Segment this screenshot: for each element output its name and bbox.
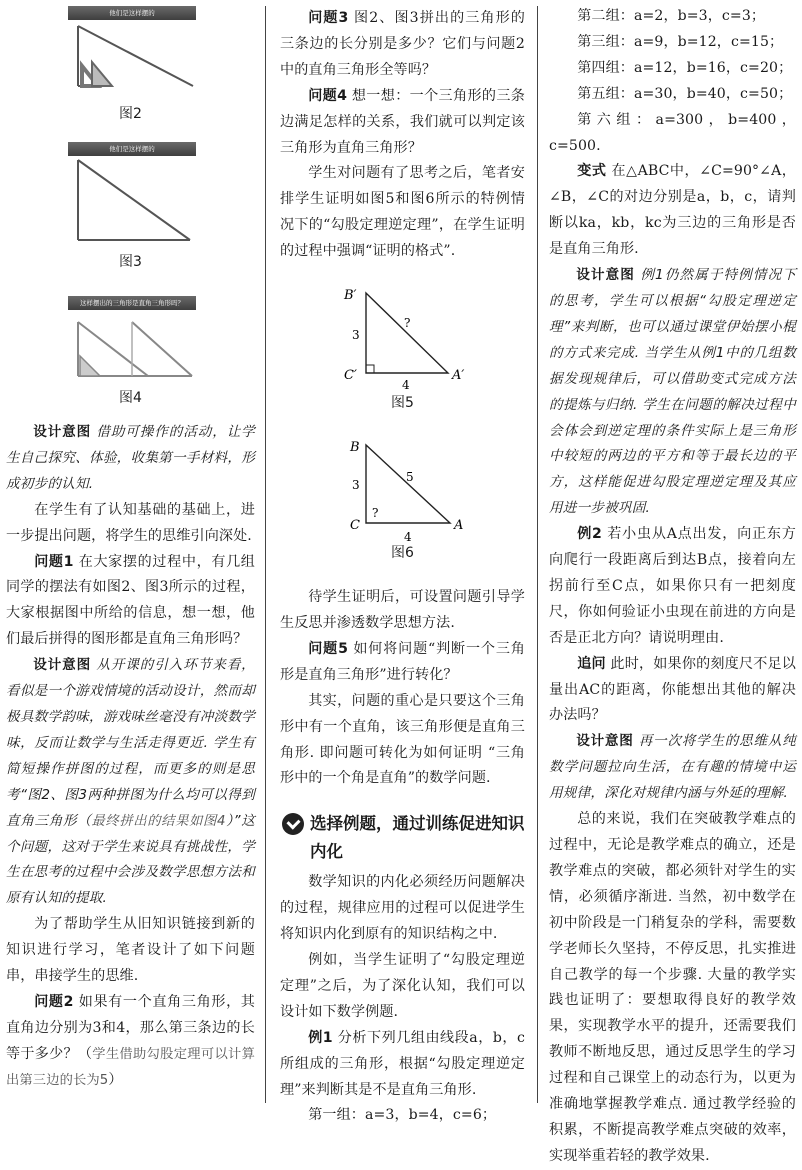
column-3	[549, 0, 797, 1164]
paragraph-question-chain: 为了帮助学生从旧知识链接到新的知识进行学习，笔者设计了如下问题串，串接学生的思维.	[6, 916, 255, 985]
example-2: 例2 若小虫从A点出发，向正东方向爬行一段距离后到达B点，接着向左拐前行至C点，如果你只有一把刻度尺，你如何验证小虫现在前进的方向是否是正北方向？请说明理由.	[549, 526, 796, 646]
figure-2-banner: 他们是这样摆的	[68, 6, 196, 20]
figure-6	[280, 431, 525, 571]
question-1: 问题1 在大家摆的过程中，有几组同学的摆法有如图2、图3所示的过程，大家根据图中所给的信息，想一想，他们最后拼得的图形都是直角三角形吗？	[6, 553, 255, 648]
group-6: 第六组：a=300，b=400，c=500.	[549, 111, 796, 154]
figure-3-sticks	[68, 142, 196, 248]
question-4: 问题4 想一想：一个三角形的三条边满足怎样的关系，我们就可以判定该三角形为直角三角形？	[280, 87, 525, 156]
figure-6-vertex-a: A	[454, 518, 464, 534]
group-3: 第三组：a=9，b=12，c=15；	[577, 33, 784, 50]
paragraph-reflect: 待学生证明后，可设置问题引导学生反思并渗透数学思想方法.	[280, 589, 525, 631]
figure-3-caption: 图3	[119, 254, 142, 270]
question-2: 问题2 如果有一个直角三角形，其直角边分别为3和4，那么第三条边的长等于多少？（学生借助勾股定理可以计算出第三边的长为5）	[6, 993, 255, 1088]
paragraph-internalize: 数学知识的内化必须经历问题解决的过程，规律应用的过程可以促进学生将知识内化到原有的知识结构之中.	[280, 874, 525, 943]
question-5: 问题5 如何将问题“判断一个三角形是直角三角形”进行转化？	[280, 640, 526, 683]
group-4: 第四组：a=12，b=16，c=20；	[577, 59, 793, 76]
column-1	[6, 0, 255, 1109]
figure-5-triangle	[280, 283, 525, 403]
paragraph-conclusion: 总的来说，我们在突破教学难点的过程中，无论是教学难点的确立，还是教学难点的突破，都必须针对学生的实情，必须循序渐进. 当然，初中数学在初中阶段是一门稍复杂的学科，需要数学老师长久坚持，不停反思，扎实推进自己教学的每一个步骤. 大量的教学实践也证明了：要想取得良好的教学效果，实现教学水平的提升，还需要我们教师不断地反思，通过反思学生的学习过程和自己课堂上的动态行为，以更为准确地掌握教学难点. 通过教学经验的积累，不断提高教学难点突破的效率，实现举重若轻的教学效果.	[549, 811, 796, 1164]
figure-5	[280, 283, 525, 423]
example-1: 例1 分析下列几组由线段a，b，c所组成的三角形，根据“勾股定理逆定理”来判断其是不是直角三角形.	[280, 1029, 525, 1098]
variant: 变式 在△ABC中，∠C=90°∠A，∠B，∠C的对边分别是a，b，c，请判断以ka，kb，kc为三边的三角形是否是直角三角形.	[549, 163, 797, 258]
paragraph-core: 其实，问题的重心是只要这个三角形中有一个直角，该三角形便是直角三角形. 即问题可转化为如何证明 “三角形中的一个角是直角”的数学问题.	[280, 692, 525, 787]
figure-2-caption: 图2	[119, 106, 142, 122]
question-3: 问题3 图2、图3拼出的三角形的三条边的长分别是多少？它们与问题2中的直角三角形全等吗？	[280, 10, 525, 78]
design-intent-4: 设计意图 再一次将学生的思维从纯数学问题拉向生活，在有趣的情境中运用规律，深化对规律内涵与外延的理解.	[549, 733, 796, 802]
figure-5-caption: 图5	[391, 395, 414, 412]
figure-6-caption: 图6	[391, 545, 414, 562]
check-icon	[282, 813, 304, 835]
figure-4-sticks	[68, 296, 196, 382]
column-2	[280, 0, 526, 1124]
figure-5-side-bc: 3	[352, 328, 360, 343]
figure-3	[6, 136, 255, 270]
figure-6-side-ab: 5	[406, 470, 414, 485]
figure-6-vertex-b: B	[350, 440, 360, 456]
figure-5-vertex-b: B′	[344, 288, 357, 304]
figure-6-angle-c: ?	[372, 506, 379, 521]
section-heading-text: 选择例题，通过训练促进知识内化	[310, 814, 525, 862]
follow-up: 追问 此时，如果你的刻度尺不足以量出AC的距离，你能想出其他的解决办法吗？	[549, 655, 796, 724]
figure-3-screen	[68, 142, 196, 248]
design-intent-3: 设计意图 例1仍然属于特例情况下的思考，学生可以根据“勾股定理逆定理”来判断，也可以通过课堂伊始摆小棍的方式来完成. 当学生从例1中的几组数据发现规律后，可以借助变式完成方法的提炼与归纳. 学生在问题的解决过程中会体会到逆定理的条件实际上是三角形中较短的两边的平方和等于最长边的平方，这样能促进勾股定理逆定理及其应用进一步被巩固.	[549, 267, 796, 517]
section-heading	[280, 810, 525, 866]
figure-6-vertex-c: C	[350, 518, 360, 534]
column-rule-left	[265, 6, 266, 1103]
column-rule-right	[537, 6, 538, 1103]
figure-5-vertex-a: A′	[452, 368, 465, 384]
paragraph-proof: 学生对问题有了思考之后，笔者安排学生证明如图5和图6所示的特例情况下的“勾股定理逆定理”，在学生证明的过程中强调“证明的格式”.	[280, 165, 525, 260]
design-intent-1: 设计意图 借助可操作的活动，让学生自己探究、体验，收集第一手材料，形成初步的认知.	[6, 424, 255, 492]
figure-5-side-ca: 4	[402, 378, 410, 393]
figure-4-screen	[68, 296, 196, 382]
figure-2	[6, 0, 255, 124]
figure-2-screen	[68, 6, 196, 102]
figure-6-side-bc: 3	[352, 478, 360, 493]
figure-4-caption: 图4	[119, 390, 142, 406]
figure-5-side-ab: ?	[404, 316, 411, 331]
group-5: 第五组：a=30，b=40，c=50；	[577, 85, 793, 102]
group-1: 第一组：a=3，b=4，c=6；	[308, 1107, 497, 1124]
figure-4-banner: 这样摆出的三角形是直角三角形吗？	[68, 296, 196, 310]
groups-list	[549, 4, 796, 159]
group-2: 第二组：a=2，b=3，c=3；	[577, 8, 766, 24]
figure-2-sticks	[68, 6, 196, 102]
paragraph-example-intro: 例如，当学生证明了“勾股定理逆定理”之后，为了深化认知，我们可以设计如下数学例题.	[280, 952, 525, 1020]
paragraph-bridge: 在学生有了认知基础的基础上，进一步提出问题，将学生的思维引向深处.	[6, 501, 255, 544]
figure-6-triangle	[280, 431, 525, 551]
figure-6-side-ca: 4	[404, 530, 412, 545]
figure-4	[6, 282, 255, 408]
figure-3-banner: 他们是这样摆的	[68, 142, 196, 156]
design-intent-2: 设计意图 从开课的引入环节来看，看似是一个游戏情境的活动设计，然而却极具数学韵味，游戏味丝毫没有冲淡数学味，反而让数学与生活走得更近. 学生有简短操作拼图的过程，而更多的则是思考“图2、图3两种拼图为什么均可以得到直角三角形（最终拼出的结果如图4）”这个问题，这对于学生来说具有挑战性，学生在思考的过程中会涉及数学思想方法和原有认知的提取.	[6, 657, 255, 907]
figure-5-vertex-c: C′	[344, 368, 357, 384]
